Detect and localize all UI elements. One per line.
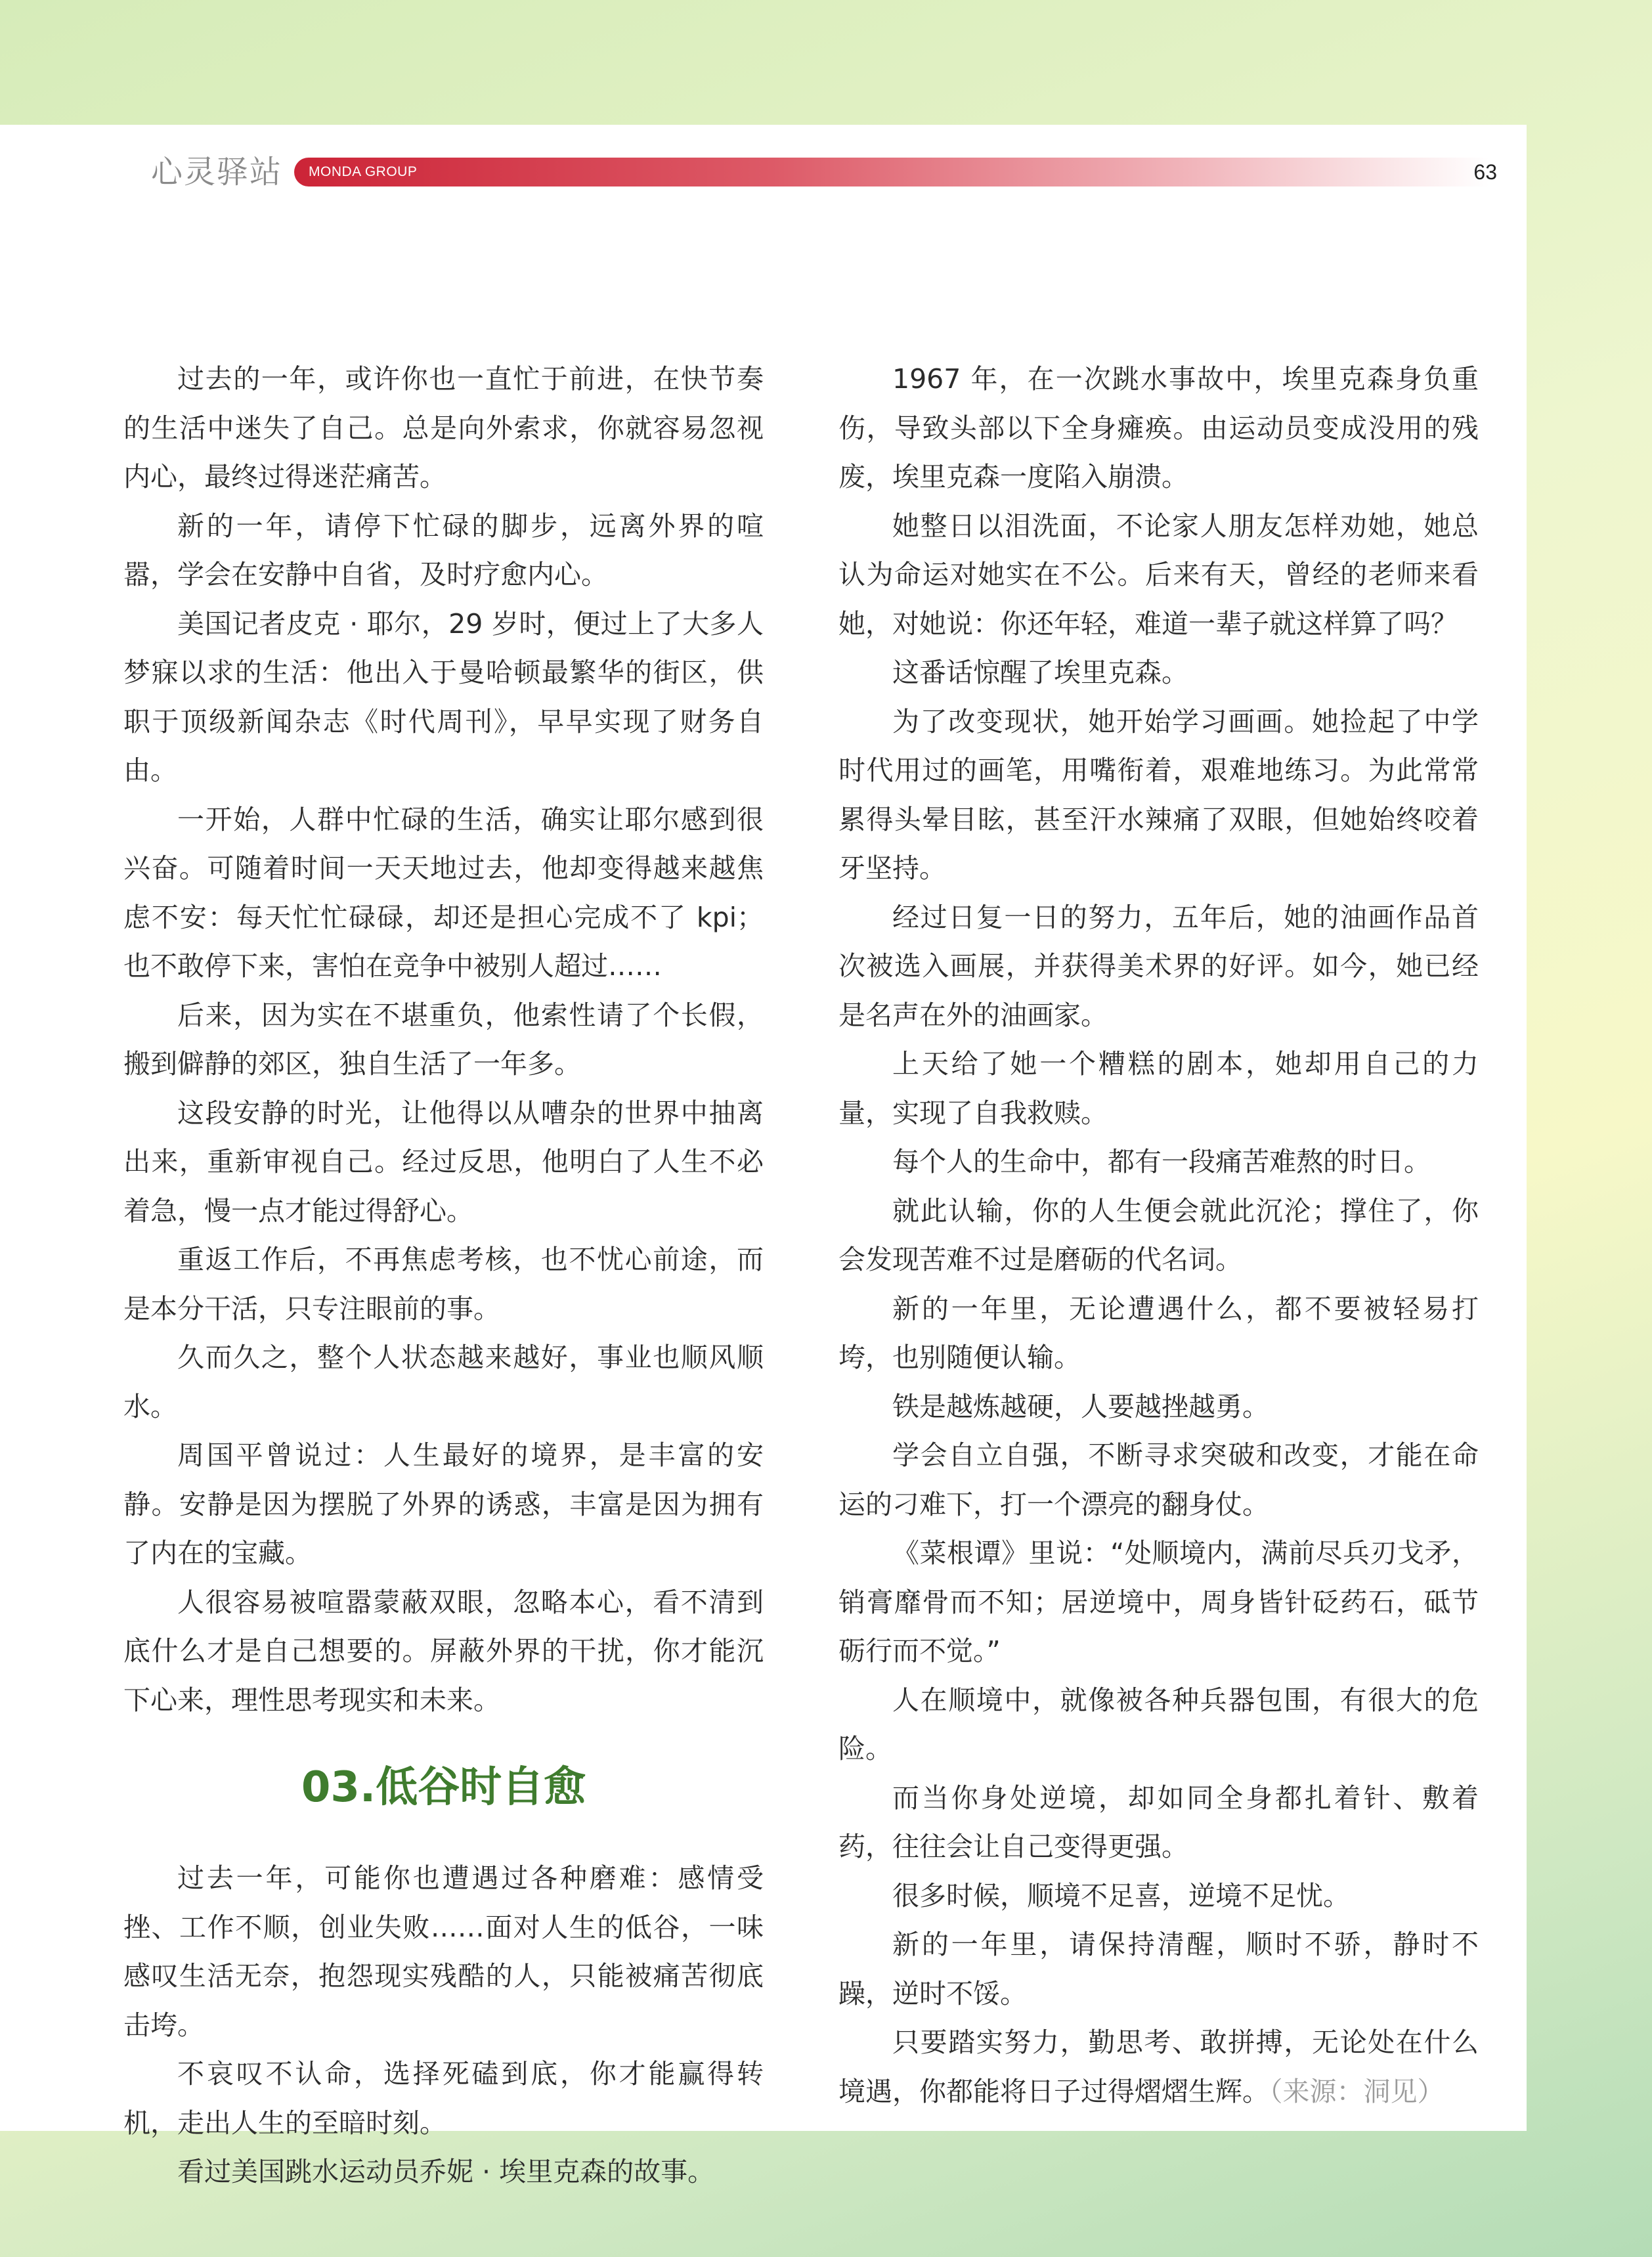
left-column (123, 355, 764, 2197)
paragraph: 一开始，人群中忙碌的生活，确实让耶尔感到很兴奋。可随着时间一天天地过去，他却变得越来越焦虑不安：每天忙忙碌碌，却还是担心完成不了 kpi；也不敢停下来，害怕在竞争中被别人超过…… (123, 803, 764, 982)
paragraph: 周国平曾说过：人生最好的境界，是丰富的安静。安静是因为摆脱了外界的诱惑，丰富是因为拥有了内在的宝藏。 (123, 1439, 764, 1569)
section-heading: 03.低谷时自愈 (301, 1763, 586, 1812)
paragraph: 新的一年里，请保持清醒，顺时不骄，静时不躁，逆时不馁。 (838, 1929, 1479, 2009)
paragraph: 学会自立自强，不断寻求突破和改变，才能在命运的刁难下，打一个漂亮的翻身仗。 (838, 1439, 1479, 1520)
paragraph: 她整日以泪洗面，不论家人朋友怎样劝她，她总认为命运对她实在不公。后来有天，曾经的老师来看她，对她说：你还年轻，难道一辈子就这样算了吗？ (838, 510, 1479, 640)
paragraph: 就此认输，你的人生便会就此沉沦；撑住了，你会发现苦难不过是磨砺的代名词。 (838, 1194, 1479, 1275)
paragraph: 很多时候，顺境不足喜，逆境不足忧。 (892, 1879, 1350, 1912)
paragraph: 新的一年里，无论遭遇什么，都不要被轻易打垮，也别随便认输。 (838, 1292, 1479, 1373)
paragraph: 过去一年，可能你也遭遇过各种磨难：感情受挫、工作不顺，创业失败……面对人生的低谷，一味感叹生活无奈，抱怨现实残酷的人，只能被痛苦彻底击垮。 (123, 1862, 764, 2041)
paragraph: 上天给了她一个糟糕的剧本，她却用自己的力量，实现了自我救赎。 (838, 1048, 1479, 1129)
right-column (838, 355, 1479, 2116)
page-header (151, 150, 1497, 194)
magazine-column-title: 心灵驿站 (151, 154, 283, 190)
paragraph: 《菜根谭》里说：“处顺境内，满前尽兵刃戈矛，销膏靡骨而不知；居逆境中，周身皆针砭药石，砥节砺行而不觉。” (838, 1537, 1479, 1667)
paragraph: 铁是越炼越硬，人要越挫越勇。 (892, 1390, 1269, 1422)
paragraph: 后来，因为实在不堪重负，他索性请了个长假，搬到僻静的郊区，独自生活了一年多。 (123, 999, 764, 1080)
paragraph: 这番话惊醒了埃里克森。 (892, 657, 1188, 688)
group-label: MONDA GROUP (309, 164, 418, 179)
paragraph: 人很容易被喧嚣蒙蔽双眼，忽略本心，看不清到底什么才是自己想要的。屏蔽外界的干扰，你才能沉下心来，理性思考现实和未来。 (123, 1586, 764, 1716)
paragraph: 久而久之，整个人状态越来越好，事业也顺风顺水。 (123, 1342, 764, 1422)
paragraph: 这段安静的时光，让他得以从嘈杂的世界中抽离出来，重新审视自己。经过反思，他明白了人生不必着急，慢一点才能过得舒心。 (123, 1097, 764, 1227)
paragraph: 为了改变现状，她开始学习画画。她捡起了中学时代用过的画笔，用嘴衔着，艰难地练习。为此常常累得头晕目眩，甚至汗水辣痛了双眼，但她始终咬着牙坚持。 (838, 705, 1479, 884)
paragraph-text: 只要踏实努力，勤思考、敢拼搏，无论处在什么境遇，你都能将日子过得熠熠生辉。 (838, 2027, 1479, 2107)
page-number: 63 (1473, 160, 1497, 184)
paragraph: 人在顺境中，就像被各种兵器包围，有很大的危险。 (838, 1684, 1479, 1764)
paragraph: 1967 年，在一次跳水事故中，埃里克森身负重伤，导致头部以下全身瘫痪。由运动员变成没用的残废，埃里克森一度陷入崩溃。 (838, 363, 1479, 493)
source-credit: （来源：洞见） (1269, 2075, 1445, 2107)
paragraph: 美国记者皮克 · 耶尔，29 岁时，便过上了大多人梦寐以求的生活：他出入于曼哈顿最繁华的街区，供职于顶级新闻杂志《时代周刊》，早早实现了财务自由。 (123, 607, 764, 786)
paragraph: 重返工作后，不再焦虑考核，也不忧心前途，而是本分干活，只专注眼前的事。 (123, 1244, 764, 1325)
final-paragraph (838, 2018, 1479, 2116)
paragraph: 新的一年，请停下忙碌的脚步，远离外界的喧嚣，学会在安静中自省，及时疗愈内心。 (123, 510, 764, 590)
paragraph: 每个人的生命中，都有一段痛苦难熬的时日。 (892, 1146, 1431, 1177)
paragraph: 不哀叹不认命，选择死磕到底，你才能赢得转机，走出人生的至暗时刻。 (123, 2058, 764, 2139)
header-ribbon (294, 158, 1489, 186)
paragraph: 经过日复一日的努力，五年后，她的油画作品首次被选入画展，并获得美术界的好评。如今，她已经是名声在外的油画家。 (838, 901, 1479, 1031)
paragraph: 看过美国跳水运动员乔妮 · 埃里克森的故事。 (177, 2156, 715, 2187)
paragraph: 而当你身处逆境，却如同全身都扎着针、敷着药，往往会让自己变得更强。 (838, 1782, 1479, 1862)
paragraph: 过去的一年，或许你也一直忙于前进，在快节奏的生活中迷失了自己。总是向外索求，你就容易忽视内心，最终过得迷茫痛苦。 (123, 363, 764, 493)
